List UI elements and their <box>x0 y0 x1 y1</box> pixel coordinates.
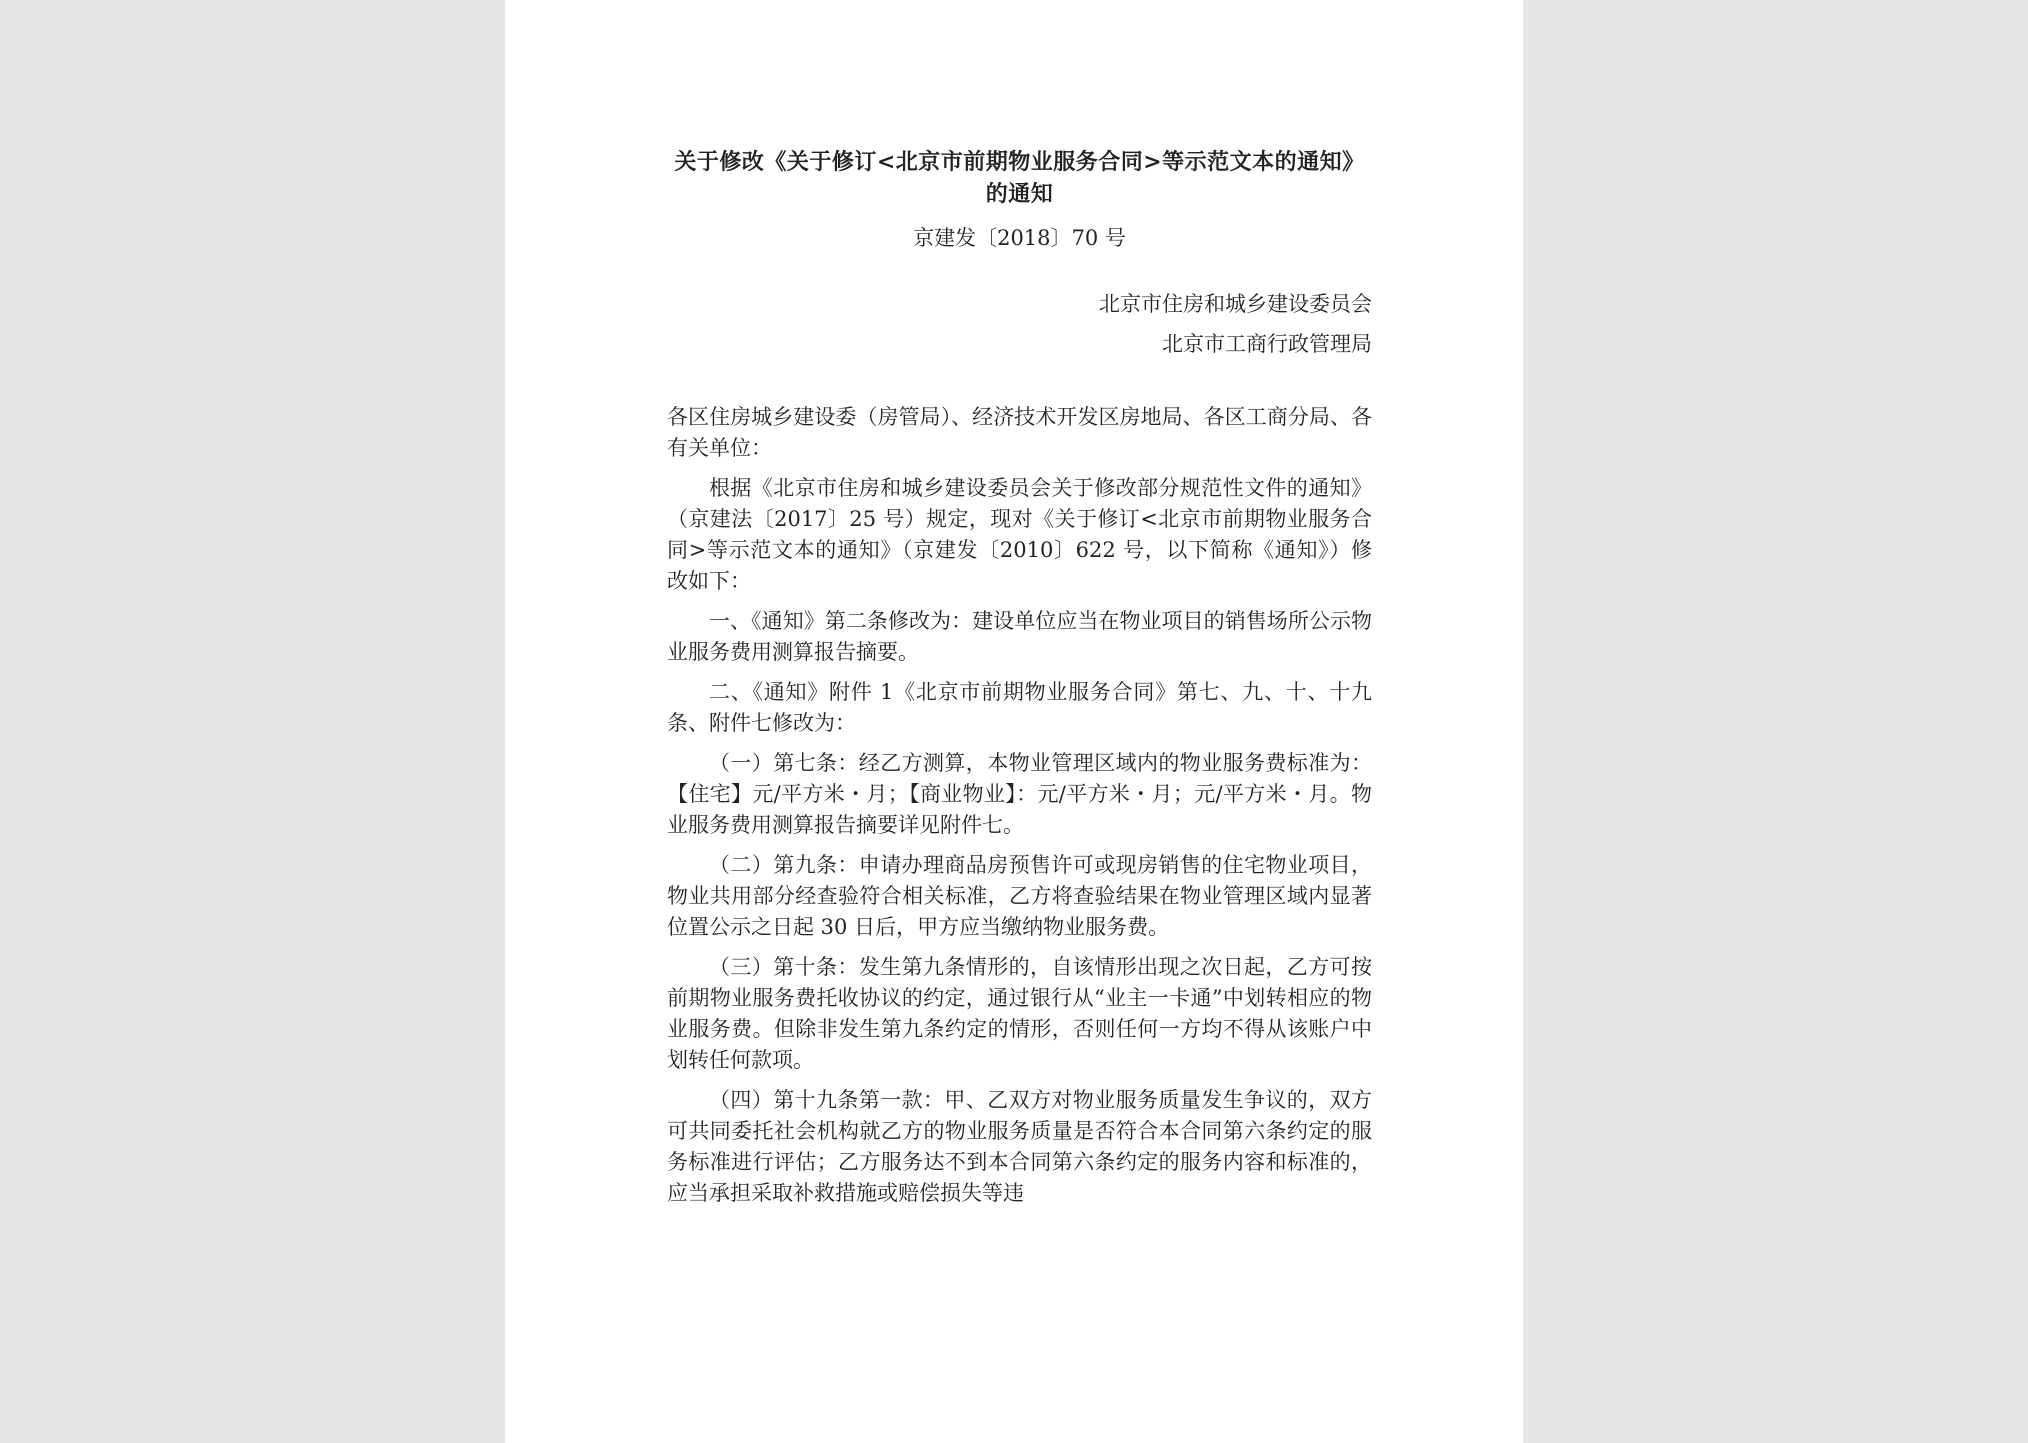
page-content <box>667 146 1372 1209</box>
body-paragraph: （二）第九条：申请办理商品房预售许可或现房销售的住宅物业项目，物业共用部分经查验符合相关标准，乙方将查验结果在物业管理区域内显著位置公示之日起 30 日后，甲方应当缴纳物业服务费。 <box>667 853 1372 939</box>
body-paragraph: （三）第十条：发生第九条情形的，自该情形出现之次日起，乙方可按前期物业服务费托收协议的约定，通过银行从“业主一卡通”中划转相应的物业服务费。但除非发生第九条约定的情形，否则任何一方均不得从该账户中划转任何款项。 <box>667 955 1372 1072</box>
document-number: 京建发〔2018〕70 号 <box>913 226 1126 250</box>
issuer-name: 北京市工商行政管理局 <box>1162 332 1372 356</box>
issuer-block <box>667 284 1372 364</box>
body-paragraph: （一）第七条：经乙方测算，本物业管理区域内的物业服务费标准为：【住宅】元/平方米・月；【商业物业】：元/平方米・月；元/平方米・月。物业服务费用测算报告摘要详见附件七。 <box>667 751 1372 837</box>
issuer-name: 北京市住房和城乡建设委员会 <box>1099 292 1372 316</box>
body-paragraph: 二、《通知》附件 1《北京市前期物业服务合同》第七、九、十、十九条、附件七修改为： <box>667 680 1372 735</box>
addressee-line: 各区住房城乡建设委（房管局）、经济技术开发区房地局、各区工商分局、各有关单位： <box>667 405 1372 460</box>
document-page <box>505 0 1523 1443</box>
body-paragraph: （四）第十九条第一款：甲、乙双方对物业服务质量发生争议的，双方可共同委托社会机构就乙方的物业服务质量是否符合本合同第六条约定的服务标准进行评估；乙方服务达不到本合同第六条约定的服务内容和标准的，应当承担采取补救措施或赔偿损失等违 <box>667 1088 1372 1205</box>
body-paragraph: 一、《通知》第二条修改为：建设单位应当在物业项目的销售场所公示物业服务费用测算报告摘要。 <box>667 609 1372 664</box>
document-title: 关于修改《关于修订<北京市前期物业服务合同>等示范文本的通知》的通知 <box>674 149 1365 207</box>
body-paragraph: 根据《北京市住房和城乡建设委员会关于修改部分规范性文件的通知》（京建法〔2017〕25 号）规定，现对《关于修订<北京市前期物业服务合同>等示范文本的通知》（京建发〔2010〕622 号，以下简称《通知》）修改如下： <box>667 476 1372 593</box>
